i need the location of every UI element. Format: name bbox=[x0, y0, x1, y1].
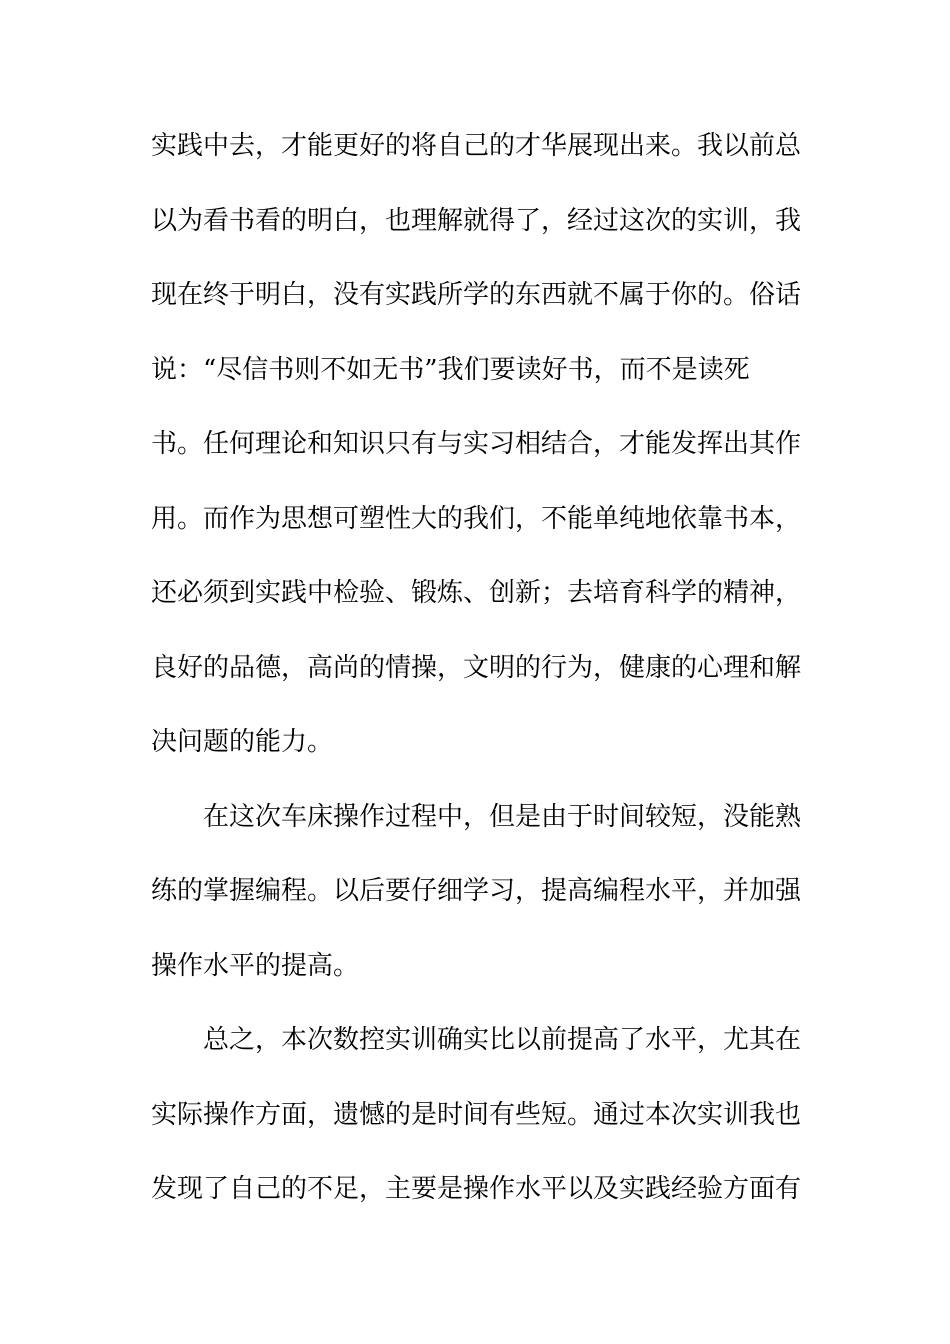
text-line: 现在终于明白，没有实践所学的东西就不属于你的。俗话 bbox=[151, 280, 802, 310]
text-line: 用。而作为思想可塑性大的我们，不能单纯地依靠书本， bbox=[151, 503, 802, 534]
body-text bbox=[151, 128, 801, 1246]
text-line: 实际操作方面，遗憾的是时间有些短。通过本次实训我也 bbox=[151, 1099, 802, 1130]
text-line: 书。任何理论和知识只有与实习相结合，才能发挥出其作 bbox=[151, 429, 802, 459]
text-line: 实践中去，才能更好的将自己的才华展现出来。我以前总 bbox=[151, 131, 802, 161]
text-line: 发现了自己的不足，主要是操作水平以及实践经验方面有 bbox=[151, 1174, 802, 1204]
text-line: 练的掌握编程。以后要仔细学习，提高编程水平，并加强 bbox=[151, 876, 802, 906]
text-line: 说：“尽信书则不如无书”我们要读好书，而不是读死 bbox=[151, 354, 750, 385]
paragraph-start-line: 在这次车床操作过程中，但是由于时间较短，没能熟 bbox=[203, 801, 802, 832]
text-line: 决问题的能力。 bbox=[151, 727, 334, 757]
text-line: 操作水平的提高。 bbox=[151, 950, 360, 981]
text-line: 良好的品德，高尚的情操，文明的行为，健康的心理和解 bbox=[151, 652, 802, 683]
text-line: 还必须到实践中检验、锻炼、创新；去培育科学的精神， bbox=[151, 578, 802, 608]
paragraph-start-line: 总之，本次数控实训确实比以前提高了水平，尤其在 bbox=[203, 1025, 802, 1055]
text-line: 以为看书看的明白，也理解就得了，经过这次的实训，我 bbox=[151, 205, 802, 236]
